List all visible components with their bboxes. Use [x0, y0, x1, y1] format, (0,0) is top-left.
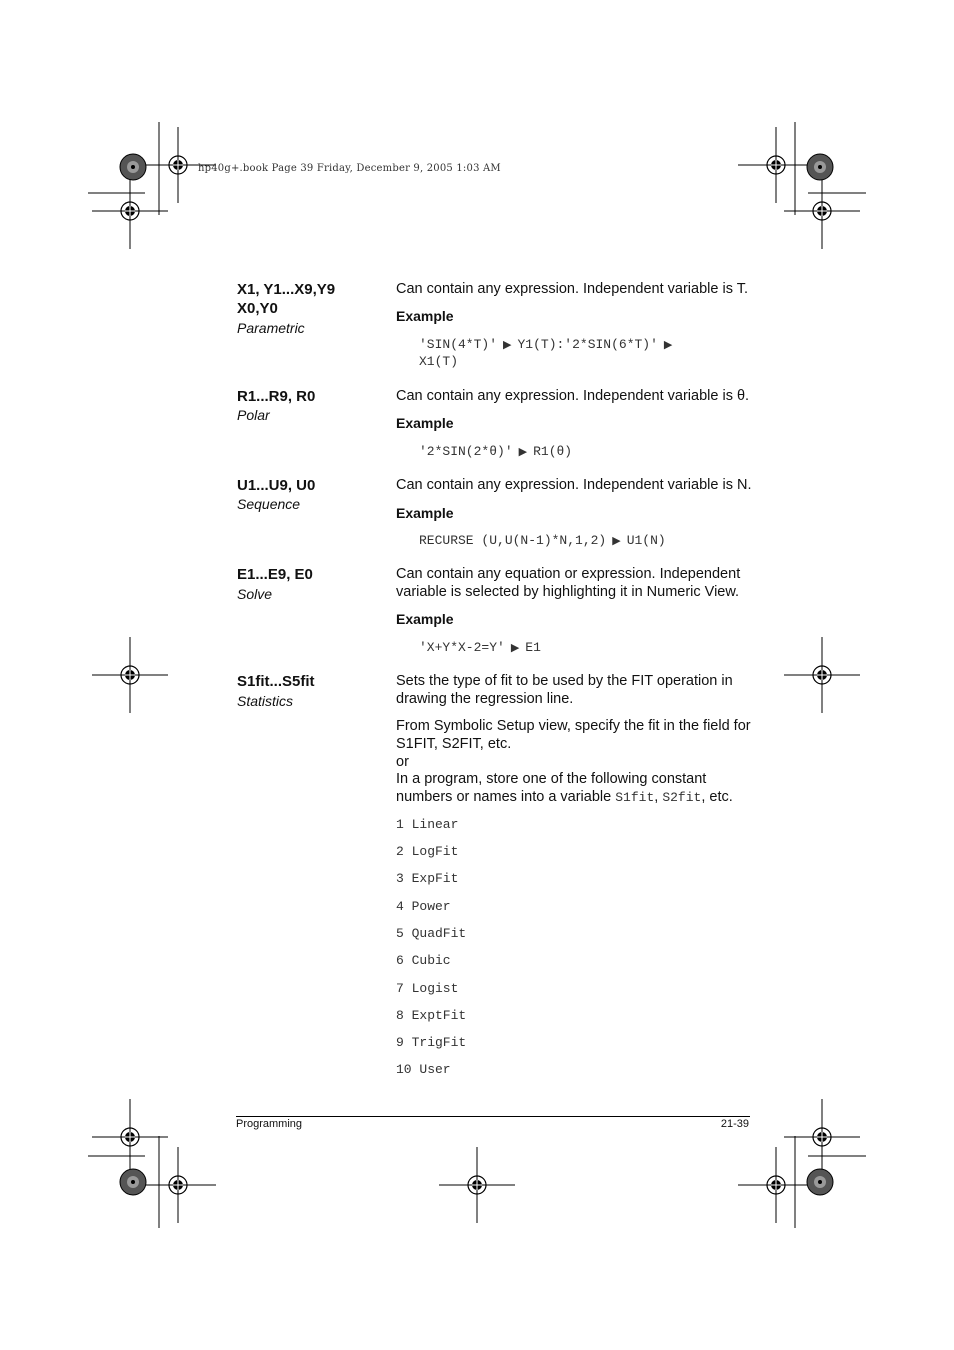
example-code — [419, 443, 572, 460]
store-arrow-icon: ▶ — [518, 445, 528, 458]
variable-name: S2fit — [662, 790, 702, 805]
fit-option: 5 QuadFit — [396, 926, 467, 941]
description-paragraph: From Symbolic Setup view, specify the fit in the field for S1FIT, S2FIT, etc. — [396, 718, 751, 752]
store-arrow-icon: ▶ — [663, 338, 673, 351]
store-arrow-icon: ▶ — [510, 641, 520, 654]
code-text: R1(θ) — [533, 444, 573, 459]
fit-option: 3 ExpFit — [396, 871, 459, 886]
example-code — [419, 336, 678, 370]
category-label: Sequence — [237, 496, 301, 512]
description: Can contain any expression. Independent variable is N. — [396, 477, 752, 493]
category-label: Statistics — [237, 693, 294, 709]
code-text: 'X+Y*X-2=Y' — [419, 640, 505, 655]
example-label: Example — [396, 308, 454, 324]
term-parametric — [237, 280, 335, 318]
footer-page-number: 21-39 — [720, 1118, 749, 1130]
code-text: X1(T) — [419, 354, 459, 369]
store-arrow-icon: ▶ — [612, 534, 621, 547]
example-label: Example — [396, 505, 454, 521]
term-solve: E1...E9, E0 — [237, 566, 313, 583]
fit-option: 4 Power — [396, 899, 451, 914]
code-text: RECURSE (U,U(N-1)*N,1,2) — [419, 533, 607, 548]
term-sequence: U1...U9, U0 — [237, 477, 316, 494]
paragraph-text: , etc. — [701, 789, 733, 805]
description-paragraph — [396, 770, 756, 807]
fit-option: 1 Linear — [396, 817, 459, 832]
paragraph-text: In a program, store one of the following constant numbers or names into a variable — [396, 771, 707, 805]
description: Can contain any equation or expression. Independent variable is selected by highlighting it in Numeric View. — [396, 566, 741, 600]
code-text: 'SIN(4*T)' — [419, 337, 498, 352]
term-polar: R1...R9, R0 — [237, 388, 316, 405]
footer-rule — [236, 1116, 750, 1117]
fit-option: 2 LogFit — [396, 844, 459, 859]
fit-option: 9 TrigFit — [396, 1035, 467, 1050]
store-arrow-icon: ▶ — [503, 338, 512, 351]
example-label: Example — [396, 611, 454, 627]
term-statistics: S1fit...S5fit — [237, 673, 315, 690]
term-line: X1, Y1...X9,Y9 — [237, 281, 336, 298]
description: Sets the type of fit to be used by the FIT operation in drawing the regression line. — [396, 673, 733, 707]
fit-option: 10 User — [396, 1062, 451, 1077]
fit-option: 8 ExptFit — [396, 1008, 467, 1023]
print-stamp: hp40g+.book Page 39 Friday, December 9, 2005 1:03 AM — [198, 163, 501, 174]
fit-option: 7 Logist — [396, 981, 459, 996]
fit-option: 6 Cubic — [396, 953, 451, 968]
code-text: Y1(T):'2*SIN(6*T)' — [517, 337, 658, 352]
term-line: X0,Y0 — [237, 300, 278, 317]
example-code — [419, 639, 541, 656]
category-label: Parametric — [237, 320, 305, 336]
code-text: '2*SIN(2*θ)' — [419, 444, 513, 459]
variable-name: S1fit — [615, 790, 655, 805]
code-text: U1(N) — [626, 533, 666, 548]
or-word: or — [396, 754, 409, 770]
category-label: Polar — [237, 407, 270, 423]
separator: , — [654, 789, 659, 805]
description: Can contain any expression. Independent variable is T. — [396, 281, 748, 297]
code-text: E1 — [525, 640, 541, 655]
category-label: Solve — [237, 586, 273, 602]
footer-chapter: Programming — [236, 1118, 303, 1130]
description: Can contain any expression. Independent variable is θ. — [396, 388, 750, 404]
example-label: Example — [396, 415, 454, 431]
example-code — [419, 532, 666, 549]
